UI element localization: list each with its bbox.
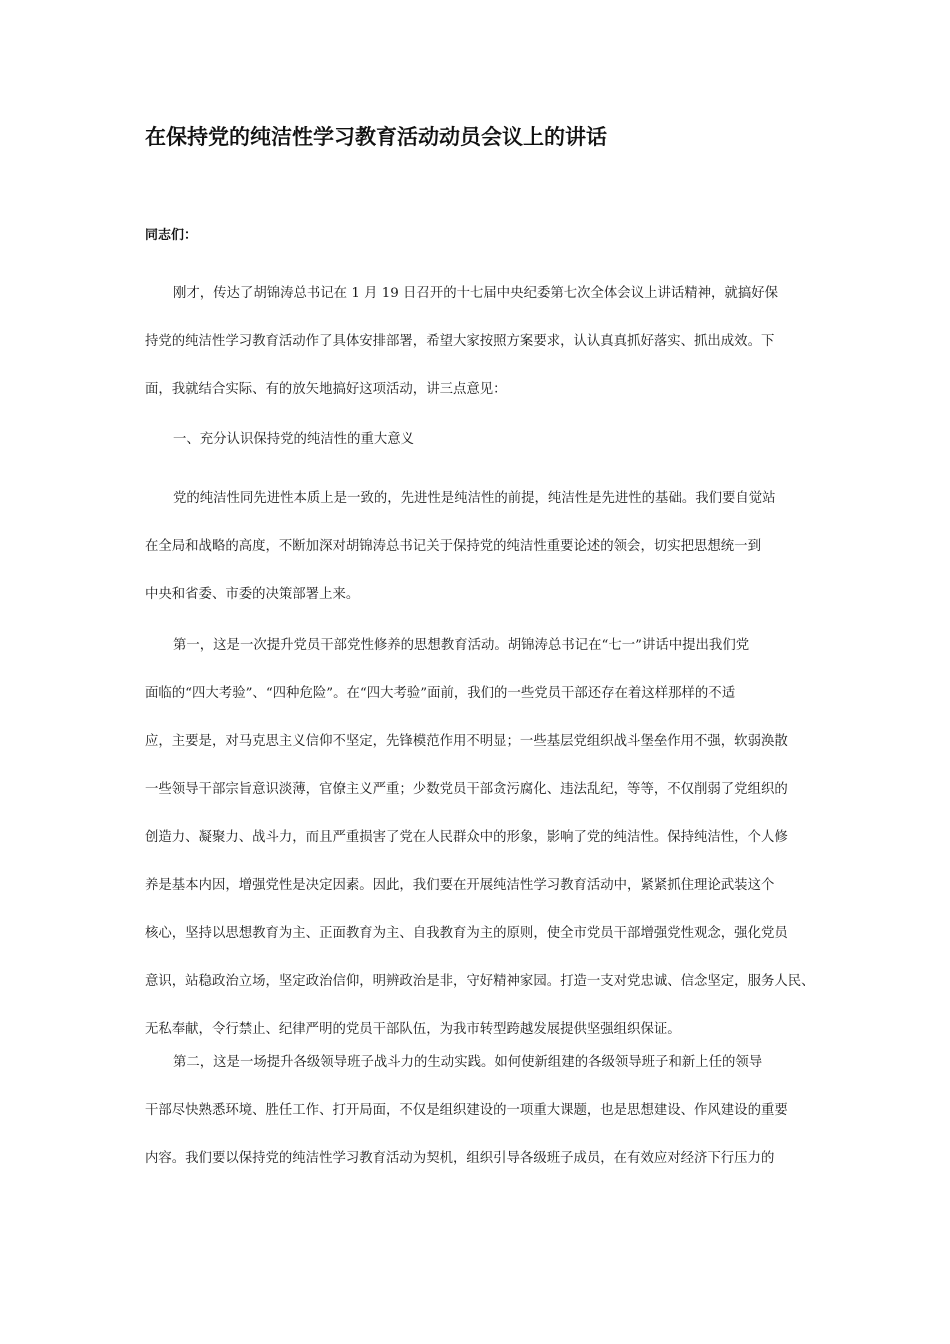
paragraph-line: 内容。我们要以保持党的纯洁性学习教育活动为契机，组织引导各级班子成员，在有效应对经济下行压力的 <box>145 1151 775 1166</box>
paragraph-line: 在全局和战略的高度，不断加深对胡锦涛总书记关于保持党的纯洁性重要论述的领会，切实把思想统一到 <box>145 539 761 554</box>
paragraph-line: 无私奉献，令行禁止、纪律严明的党员干部队伍，为我市转型跨越发展提供坚强组织保证。 <box>145 1022 681 1037</box>
paragraph-line: 创造力、凝聚力、战斗力，而且严重损害了党在人民群众中的形象，影响了党的纯洁性。保持纯洁性，个人修 <box>145 830 788 845</box>
paragraph-line: 第一，这是一次提升党员干部党性修养的思想教育活动。胡锦涛总书记在“七一”讲话中提出我们党 <box>173 638 750 653</box>
paragraph-purity <box>145 487 817 631</box>
paragraph-line: 面临的“四大考验”、“四种危险”。在“四大考验”面前，我们的一些党员干部还存在着这样那样的不适 <box>145 686 736 701</box>
paragraph-line: 党的纯洁性同先进性本质上是一致的，先进性是纯洁性的前提，纯洁性是先进性的基础。我们要自觉站 <box>173 491 776 506</box>
salutation: 同志们： <box>145 228 198 243</box>
paragraph-intro <box>145 282 817 426</box>
paragraph-line: 核心，坚持以思想教育为主、正面教育为主、自我教育为主的原则，使全市党员干部增强党性观念，强化党员 <box>145 926 788 941</box>
paragraph-second-point <box>145 1051 817 1195</box>
section-heading-line: 一、充分认识保持党的纯洁性的重大意义 <box>173 432 415 447</box>
paragraph-line: 面，我就结合实际、有的放矢地搞好这项活动，讲三点意见： <box>145 382 507 397</box>
paragraph-line: 意识，站稳政治立场，坚定政治信仰，明辨政治是非，守好精神家园。打造一支对党忠诚、信念坚定，服务人民、 <box>145 974 815 989</box>
paragraph-line: 第二，这是一场提升各级领导班子战斗力的生动实践。如何使新组建的各级领导班子和新上任的领导 <box>173 1055 763 1070</box>
section-heading-1 <box>145 428 817 476</box>
document-title: 在保持党的纯洁性学习教育活动动员会议上的讲话 <box>145 125 607 149</box>
paragraph-line: 中央和省委、市委的决策部署上来。 <box>145 587 360 602</box>
paragraph-line: 刚才，传达了胡锦涛总书记在 1 月 19 日召开的十七届中央纪委第七次全体会议上讲话精神，就搞好保 <box>173 286 778 301</box>
paragraph-line: 持党的纯洁性学习教育活动作了具体安排部署，希望大家按照方案要求，认认真真抓好落实、抓出成效。下 <box>145 334 775 349</box>
paragraph-first-point <box>145 634 817 1066</box>
paragraph-line: 干部尽快熟悉环境、胜任工作、打开局面，不仅是组织建设的一项重大课题，也是思想建设、作风建设的重要 <box>145 1103 788 1118</box>
paragraph-line: 养是基本内因，增强党性是决定因素。因此，我们要在开展纯洁性学习教育活动中，紧紧抓住理论武装这个 <box>145 878 775 893</box>
paragraph-line: 应，主要是，对马克思主义信仰不坚定，先锋模范作用不明显；一些基层党组织战斗堡垒作用不强，软弱涣散 <box>145 734 788 749</box>
paragraph-line: 一些领导干部宗旨意识淡薄，官僚主义严重；少数党员干部贪污腐化、违法乱纪，等等，不仅削弱了党组织的 <box>145 782 788 797</box>
